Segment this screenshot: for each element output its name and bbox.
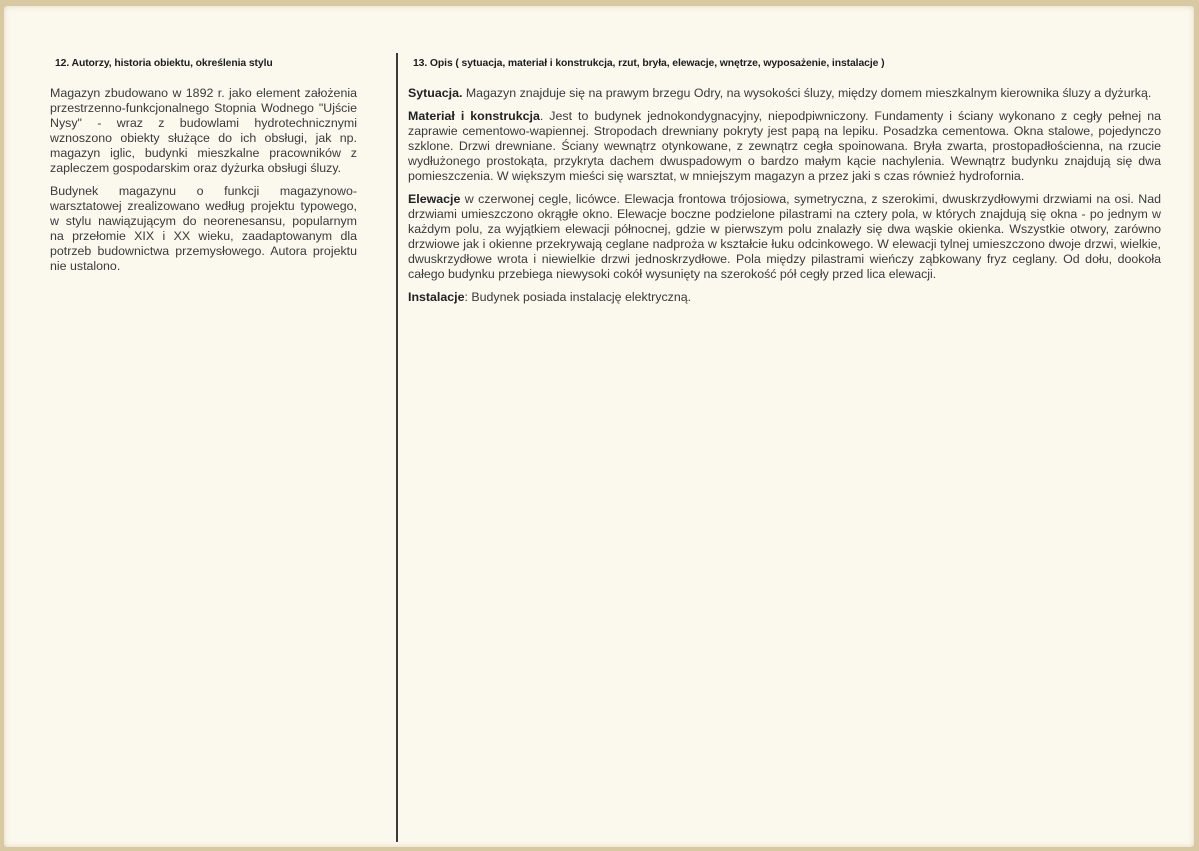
history-paragraph-1: Magazyn zbudowano w 1892 r. jako element założenia przestrzenno-funkcjonalnego Stopnia Wodnego "Ujście Nysy" - wraz z budowlami hydrotechnicznymi wznoszono obiekty służące do ich obsługi, jak np. magazyn iglic, budynki mieszkalne pracowników z zapleczem gospodarskim oraz dyżurka obsługi śluzy. bbox=[50, 86, 357, 175]
document-card bbox=[4, 6, 1194, 847]
facades-text: w czerwonej cegle, licówce. Elewacja frontowa trójosiowa, symetryczna, z szerokimi, dwuskrzydłowymi drzwiami na osi. Nad drzwiami umieszczono okrągłe okno. Elewacje boczne podzielone pilastrami na cztery pola, w których znajdują się okna - po jednym w każdym polu, za wyjątkiem elewacji północnej, gdzie w pierwszym polu znalazły się dwa wąskie okienka. Wszystkie otwory, zarówno drzwiowe jak i okienne przekrywają ceglane nadproża w kształcie łuku odcinkowego. W elewacji tylnej umieszczono dwoje drzwi, wielkie, dwuskrzydłowe wrota i niewielkie drzwi jednoskrzydłowe. Pola między pilastrami wieńczy ząbkowany fryz ceglany. Od dołu, dookoła całego budynku przebiega niewysoki cokół wysunięty na szerokość pół cegły przed lica elewacji. bbox=[408, 192, 1161, 281]
column-divider bbox=[396, 53, 398, 842]
installations-text: : Budynek posiada instalację elektryczną. bbox=[464, 290, 692, 304]
left-column bbox=[50, 56, 357, 282]
section-12-heading: 12. Autorzy, historia obiektu, określenia stylu bbox=[55, 58, 273, 69]
installations-label: Instalacje bbox=[408, 290, 465, 304]
facades-paragraph bbox=[408, 192, 1161, 282]
right-column bbox=[408, 56, 1161, 313]
material-text: . Jest to budynek jednokondygnacyjny, niepodpiwniczony. Fundamenty i ściany wykonano z cegły pełnej na zaprawie cementowo-wapiennej. Stropodach drewniany pokryty jest papą na lepiku. Posadzka cementowa. Okna stalowe, pojedynczo szklone. Drzwi drewniane. Ściany wewnątrz otynkowane, z zewnątrz cegła spoinowana. Bryła zwarta, prostopadłościenna, na rzucie wydłużonego prostokąta, przykryta dachem dwuspadowym o bardzo małym kącie nachylenia. Wewnątrz budynku znajdują się dwa pomieszczenia. W większym mieści się warsztat, w mniejszym magazyn a przez jaki s czas również hydrofornia. bbox=[408, 109, 1161, 183]
material-paragraph bbox=[408, 109, 1161, 184]
facades-label: Elewacje bbox=[408, 192, 461, 206]
situation-paragraph bbox=[408, 86, 1161, 101]
installations-paragraph bbox=[408, 290, 1161, 305]
history-paragraph-2: Budynek magazynu o funkcji magazynowo-warsztatowej zrealizowano według projektu typowego, w stylu nawiązującym do neorenesansu, popularnym na przełomie XIX i XX wieku, zaadaptowanym dla potrzeb budownictwa przemysłowego. Autora projektu nie ustalono. bbox=[50, 184, 357, 273]
material-label: Materiał i konstrukcja bbox=[408, 109, 540, 123]
situation-text: Magazyn znajduje się na prawym brzegu Odry, na wysokości śluzy, między domem mieszkalnym kierownika śluzy a dyżurką. bbox=[462, 86, 1152, 100]
situation-label: Sytuacja. bbox=[408, 86, 463, 100]
section-13-heading: 13. Opis ( sytuacja, materiał i konstrukcja, rzut, bryła, elewacje, wnętrze, wyposażenie, instalacje ) bbox=[413, 58, 885, 69]
